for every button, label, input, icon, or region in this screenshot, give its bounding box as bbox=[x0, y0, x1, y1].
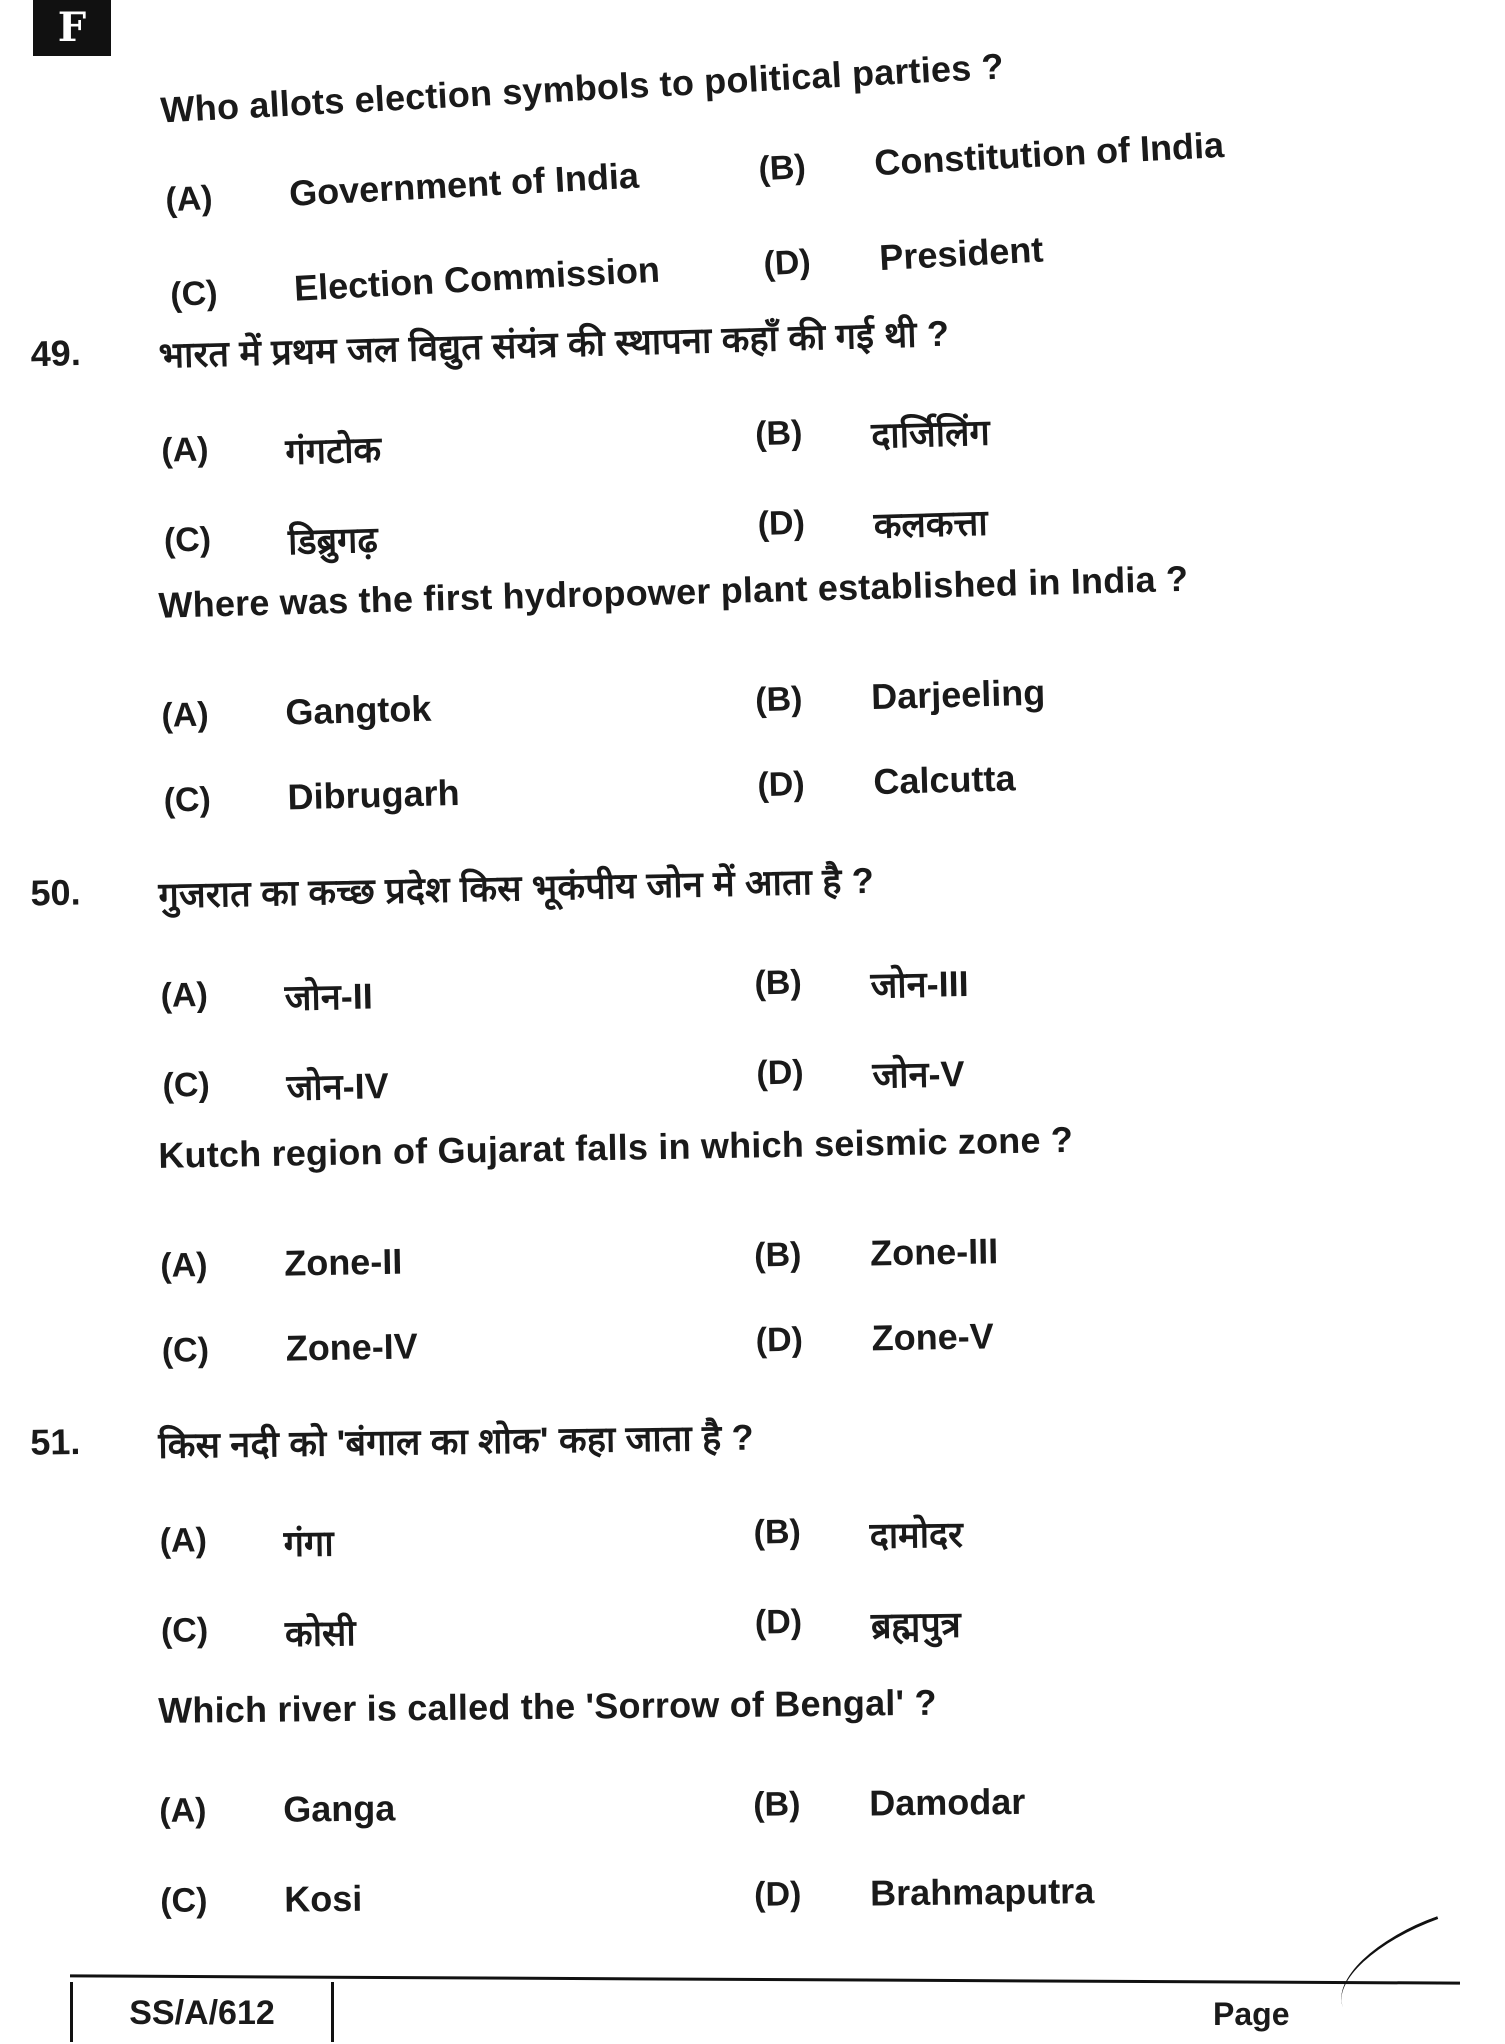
option-text: Kosi bbox=[283, 1877, 363, 1920]
option-text: दार्जिलिंग bbox=[870, 411, 991, 456]
question-text: Where was the first hydropower plant established in India ? bbox=[157, 557, 1189, 626]
option-text: President bbox=[878, 228, 1045, 279]
question-text: Who allots election symbols to political parties ? bbox=[159, 45, 1005, 131]
question-text: किस नदी को 'बंगाल का शोक' कहा जाता है ? bbox=[158, 1416, 755, 1466]
option-text: Constitution of India bbox=[873, 123, 1225, 184]
question-text: गुजरात का कच्छ प्रदेश किस भूकंपीय जोन में आता है ? bbox=[158, 859, 875, 916]
option-label: (B) bbox=[753, 1785, 801, 1824]
option-label: (A) bbox=[160, 695, 210, 735]
option-text: Dibrugarh bbox=[287, 771, 461, 818]
option-label: (A) bbox=[164, 178, 214, 220]
option-label: (C) bbox=[162, 1065, 211, 1105]
option-text: Government of India bbox=[288, 154, 640, 214]
option-text: ब्रह्मपुत्र bbox=[870, 1603, 961, 1646]
question-text: Which river is called the 'Sorrow of Bengal' ? bbox=[157, 1681, 937, 1731]
question-block bbox=[0, 1676, 1505, 1952]
option-text: Calcutta bbox=[872, 757, 1016, 803]
question-text: भारत में प्रथम जल विद्युत संयंत्र की स्थापना कहाँ की गई थी ? bbox=[158, 312, 950, 376]
option-label: (B) bbox=[754, 413, 803, 454]
option-label: (B) bbox=[757, 147, 807, 189]
option-label: (C) bbox=[169, 273, 219, 315]
option-text: जोन-III bbox=[870, 962, 969, 1006]
option-text: डिब्रुगढ़ bbox=[287, 518, 379, 563]
option-text: दामोदर bbox=[869, 1513, 964, 1556]
option-text: जोन-IV bbox=[286, 1065, 390, 1109]
option-text: कोसी bbox=[284, 1612, 356, 1655]
option-text: जोन-V bbox=[872, 1052, 965, 1096]
option-text: जोन-II bbox=[284, 975, 374, 1019]
question-block bbox=[0, 0, 1505, 327]
option-text: Zone-V bbox=[871, 1315, 994, 1359]
option-text: Zone-III bbox=[869, 1230, 999, 1274]
page-label: Page bbox=[1213, 1996, 1290, 2032]
option-label: (D) bbox=[756, 764, 806, 805]
question-block bbox=[0, 292, 1505, 594]
option-label: (A) bbox=[159, 1246, 208, 1285]
option-label: (C) bbox=[161, 1331, 210, 1370]
option-label: (C) bbox=[163, 780, 212, 820]
option-label: (B) bbox=[753, 1235, 802, 1275]
option-text: Damodar bbox=[869, 1780, 1026, 1824]
option-text: Brahmaputra bbox=[869, 1870, 1095, 1914]
set-code-badge: F bbox=[33, 0, 111, 56]
option-label: (B) bbox=[754, 963, 803, 1003]
question-block bbox=[0, 842, 1505, 1133]
option-label: (D) bbox=[755, 1320, 804, 1360]
question-block bbox=[0, 1111, 1505, 1397]
option-label: (D) bbox=[753, 1875, 802, 1914]
option-label: (D) bbox=[755, 1053, 804, 1093]
option-label: (B) bbox=[753, 1512, 802, 1552]
option-text: Ganga bbox=[283, 1787, 396, 1830]
question-number: 51. bbox=[30, 1420, 81, 1463]
option-label: (C) bbox=[160, 1881, 208, 1920]
option-label: (C) bbox=[160, 1611, 209, 1650]
option-label: (D) bbox=[757, 503, 806, 544]
option-text: Zone-IV bbox=[285, 1325, 419, 1369]
option-text: गंगा bbox=[283, 1522, 334, 1565]
question-text: Kutch region of Gujarat falls in which seismic zone ? bbox=[157, 1118, 1074, 1176]
option-text: गंगटोक bbox=[284, 428, 382, 473]
question-block bbox=[0, 1401, 1505, 1682]
option-text: Election Commission bbox=[293, 248, 661, 309]
option-label: (A) bbox=[160, 975, 209, 1015]
option-label: (A) bbox=[159, 1521, 208, 1560]
option-label: (C) bbox=[163, 520, 212, 560]
question-number: 50. bbox=[30, 871, 81, 914]
option-text: कलकत्ता bbox=[873, 501, 989, 546]
option-text: Gangtok bbox=[284, 687, 432, 733]
option-label: (B) bbox=[754, 679, 803, 720]
option-label: (D) bbox=[754, 1602, 803, 1642]
paper-code: SS/A/612 bbox=[70, 1982, 334, 2042]
option-label: (A) bbox=[159, 1791, 207, 1830]
option-label: (D) bbox=[762, 242, 812, 284]
option-text: Darjeeling bbox=[870, 671, 1046, 718]
option-text: Zone-II bbox=[283, 1240, 403, 1284]
option-label: (A) bbox=[160, 430, 210, 470]
question-block bbox=[0, 550, 1505, 849]
question-number: 49. bbox=[30, 331, 82, 375]
